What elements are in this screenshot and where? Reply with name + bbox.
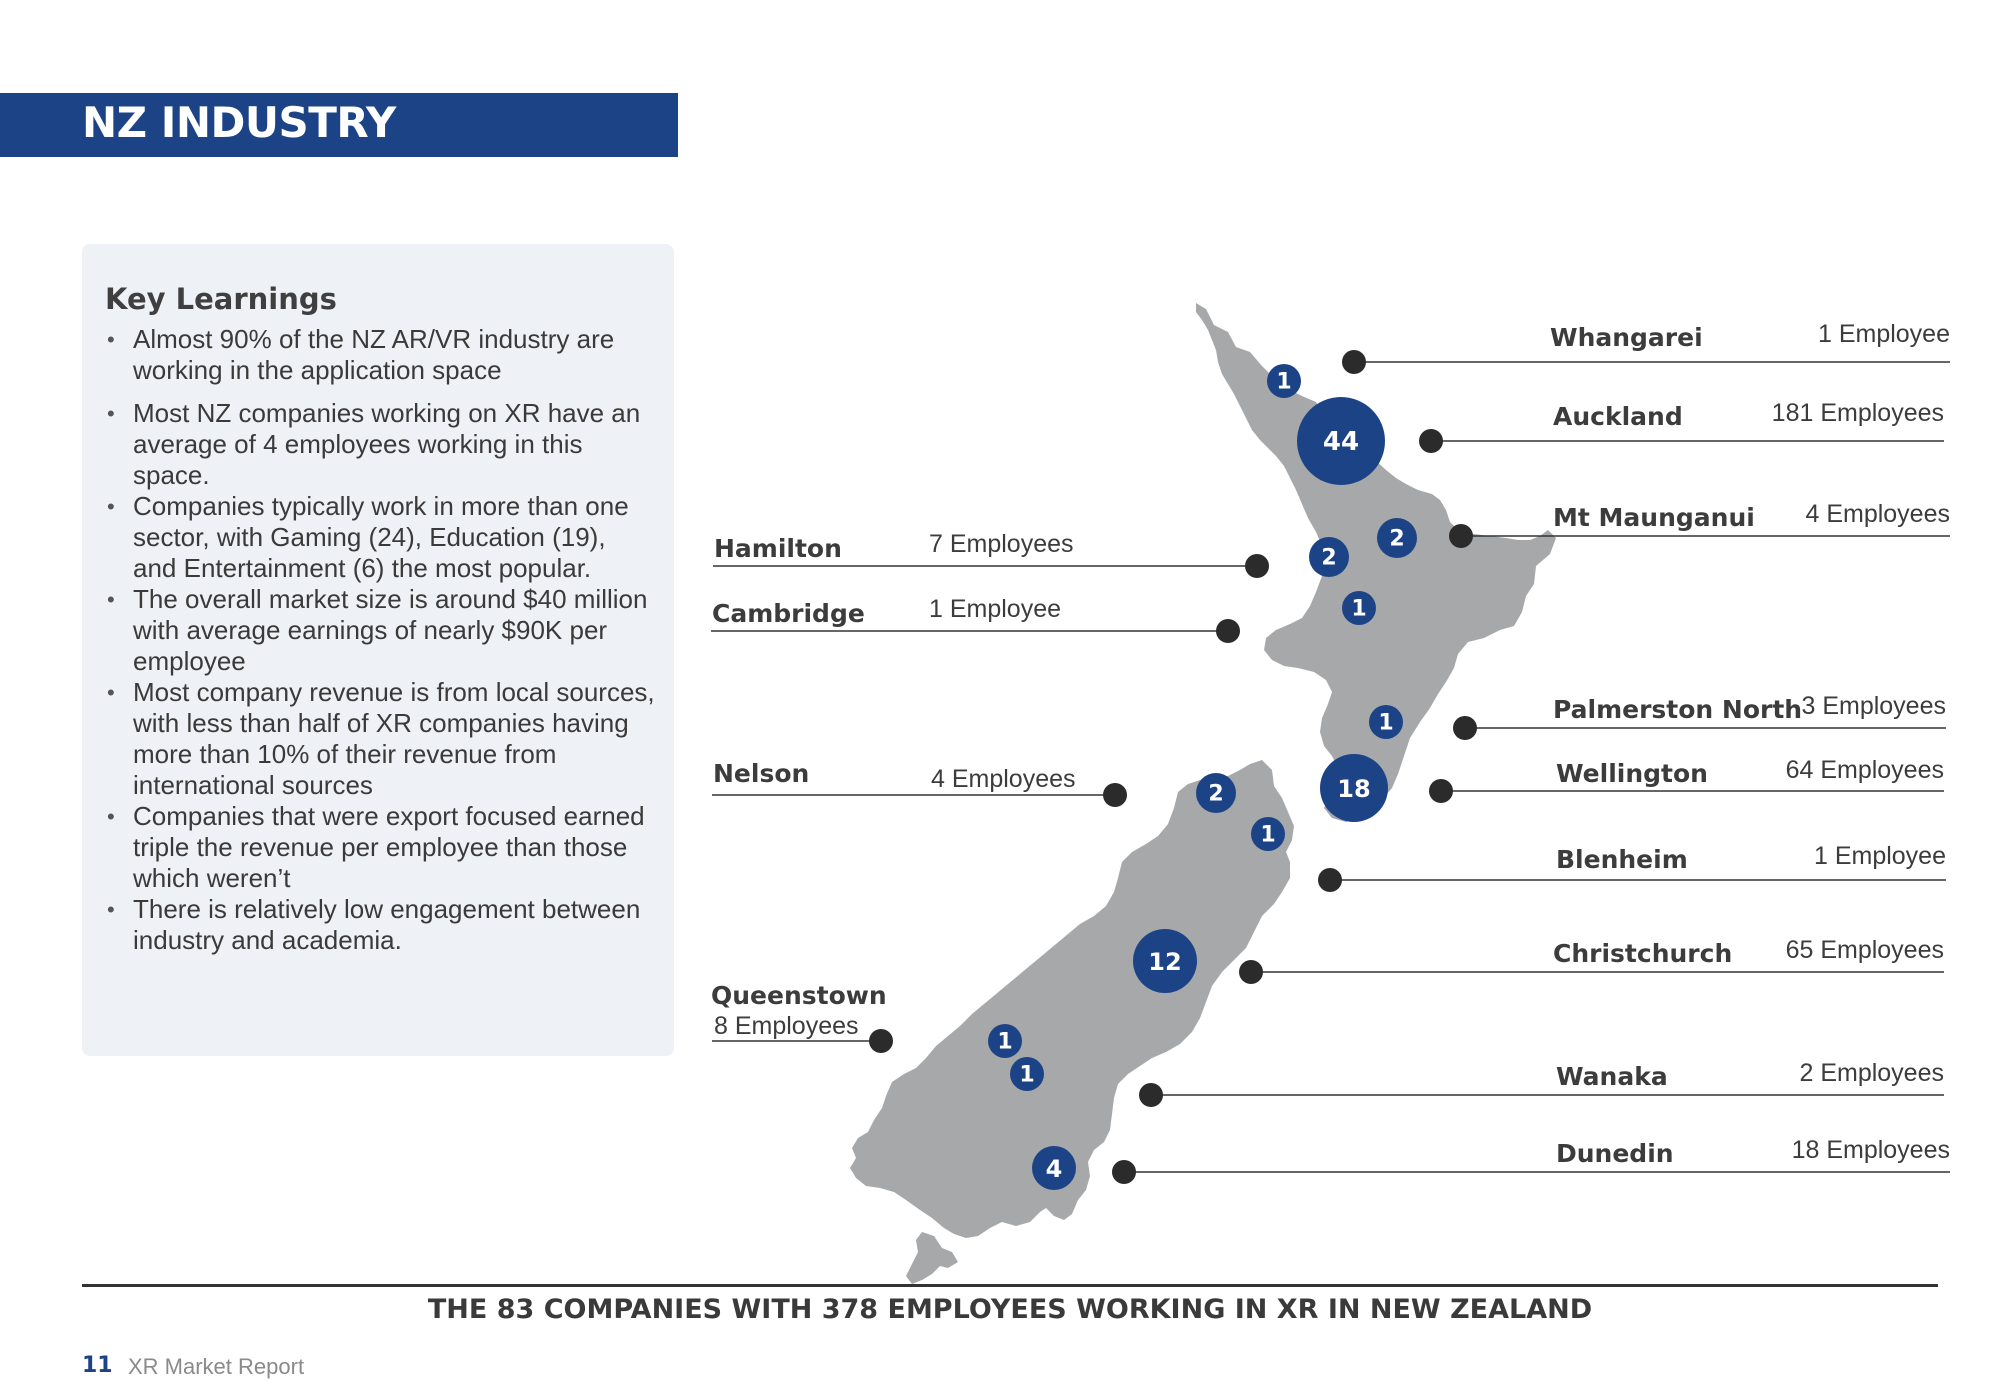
city-name-blenheim: Blenheim [1556,845,1688,874]
key-learning-item: • Most company revenue is from local sources, with less than half of XR companies having more than 10% of their revenue from international sources [105,677,656,801]
company-bubble [1267,364,1301,398]
section-title: NZ INDUSTRY [82,98,396,147]
city-employees-whangarei: 1 Employee [1817,320,1950,348]
city-employees-dunedin: 18 Employees [1791,1136,1950,1164]
company-bubble [1309,537,1349,577]
company-count-label: 2 [1208,781,1224,807]
city-name-christchurch: Christchurch [1553,939,1733,968]
leader-dot-nelson [1103,783,1127,807]
city-employees-nelson: 4 Employees [931,765,1076,793]
company-count-label: 1 [1260,822,1276,848]
leader-dot-palmerston-north [1453,716,1477,740]
city-employees-blenheim: 1 Employee [1813,842,1946,870]
city-name-auckland: Auckland [1553,402,1683,431]
stewart-island-shape [906,1232,958,1284]
key-learning-item: • There is relatively low engagement between industry and academia. [105,894,656,956]
leader-dot-christchurch [1239,960,1263,984]
city-name-cambridge: Cambridge [712,599,865,628]
city-employees-wanaka: 2 Employees [1799,1059,1944,1087]
leader-dot-wanaka [1139,1083,1163,1107]
company-bubble [988,1024,1022,1058]
company-bubble [1196,773,1236,813]
company-count-label: 1 [1351,596,1367,622]
leader-dot-dunedin [1112,1160,1136,1184]
map-caption: THE 83 COMPANIES WITH 378 EMPLOYEES WORKING IN XR IN NEW ZEALAND [427,1294,1593,1325]
key-learning-item: • Almost 90% of the NZ AR/VR industry are working in the application space [105,324,656,386]
key-learnings-heading: Key Learnings [105,282,337,316]
city-name-nelson: Nelson [713,759,810,788]
city-employees-mt-maunganui: 4 Employees [1805,500,1950,528]
caption-divider [82,1284,1938,1287]
city-employees-auckland: 181 Employees [1771,399,1944,427]
company-bubble [1377,518,1417,558]
city-name-hamilton: Hamilton [714,534,842,563]
city-name-palmerston-north: Palmerston North [1553,695,1803,724]
company-bubble [1369,705,1403,739]
company-count-label: 18 [1337,775,1371,803]
city-name-whangarei: Whangarei [1550,323,1703,352]
company-bubble [1342,591,1376,625]
leader-dot-hamilton [1245,554,1269,578]
leader-dot-mt-maunganui [1449,524,1473,548]
leader-dot-cambridge [1216,619,1240,643]
company-count-label: 2 [1321,545,1337,571]
leader-dot-whangarei [1342,350,1366,374]
city-name-dunedin: Dunedin [1556,1139,1674,1168]
city-employees-queenstown: 8 Employees [714,1012,859,1040]
company-count-label: 1 [1019,1062,1035,1088]
key-learning-item: • Companies typically work in more than one sector, with Gaming (24), Education (19), and Entertainment (6) the most popular. [105,491,656,584]
city-name-mt-maunganui: Mt Maunganui [1553,503,1755,532]
leader-dot-queenstown [869,1029,893,1053]
key-learning-item: • Companies that were export focused earned triple the revenue per employee than those which weren’t [105,801,656,894]
company-count-label: 1 [997,1029,1013,1055]
city-name-wellington: Wellington [1556,759,1708,788]
company-bubble [1010,1057,1044,1091]
company-count-label: 2 [1389,526,1405,552]
company-bubble [1320,754,1388,822]
company-bubble [1032,1146,1076,1190]
company-bubble [1251,817,1285,851]
company-count-label: 44 [1322,427,1360,457]
company-bubble [1133,929,1197,993]
leader-dot-wellington [1429,779,1453,803]
company-count-label: 12 [1148,948,1182,976]
key-learning-item: • Most NZ companies working on XR have an average of 4 employees working in this space. [105,398,656,491]
city-employees-cambridge: 1 Employee [929,595,1062,623]
report-name: XR Market Report [128,1354,305,1379]
city-employees-christchurch: 65 Employees [1785,936,1944,964]
page-number: 11 [82,1353,113,1378]
city-name-queenstown: Queenstown [711,981,887,1010]
leader-dot-auckland [1419,429,1443,453]
company-count-label: 4 [1045,1155,1063,1183]
city-employees-wellington: 64 Employees [1785,756,1944,784]
city-employees-hamilton: 7 Employees [929,530,1074,558]
city-employees-palmerston-north: 3 Employees [1801,692,1946,720]
company-count-label: 1 [1378,710,1394,736]
leader-dot-blenheim [1318,868,1342,892]
city-name-wanaka: Wanaka [1556,1062,1668,1091]
key-learning-item: • The overall market size is around $40 million with average earnings of nearly $90K per employee [105,584,656,677]
company-bubble [1297,397,1385,485]
company-count-label: 1 [1276,369,1292,395]
